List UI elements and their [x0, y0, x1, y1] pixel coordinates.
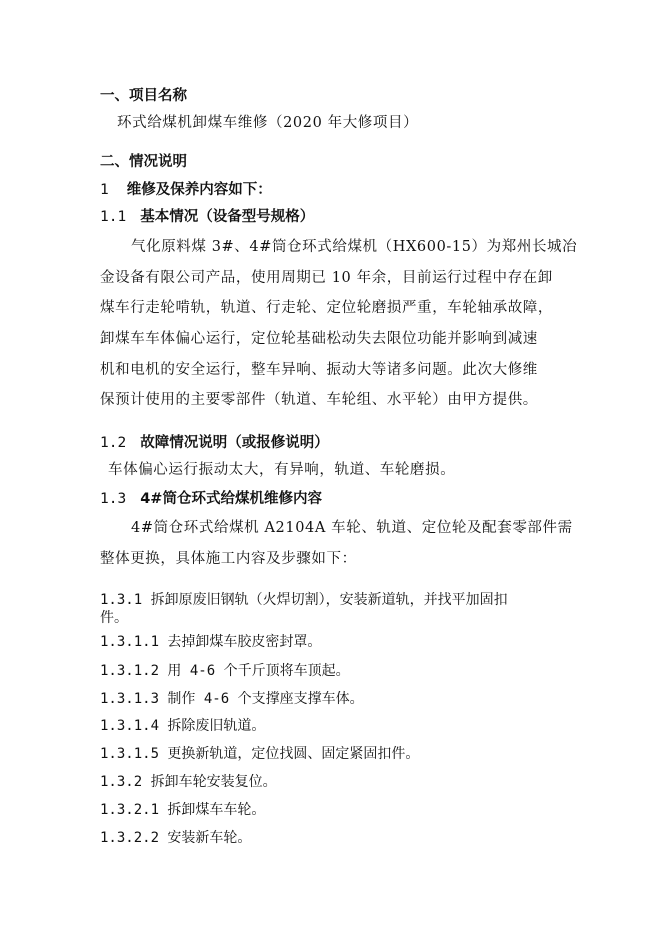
basic-paragraph-line: 机和电机的安全运行，整车异响、振动大等诸多问题。此次大修维: [100, 362, 538, 378]
basic-paragraph-line: 保预计使用的主要零部件（轨道、车轮组、水平轮）由甲方提供。: [100, 392, 538, 408]
item-1-2-number: 1.2: [100, 435, 127, 451]
step-1-3-1-1: 1.3.1.1 去掉卸煤车胶皮密封罩。: [100, 634, 322, 650]
step-1-3-2-1: 1.3.2.1 拆卸煤车车轮。: [100, 802, 266, 818]
basic-paragraph-line: 卸煤车车体偏心运行，定位轮基础松动失去限位功能并影响到减速: [100, 331, 538, 347]
item-1-3-text: 4#筒仓环式给煤机维修内容: [140, 491, 322, 507]
basic-paragraph-line: 煤车行走轮啃轨，轨道、行走轮、定位轮磨损严重，车轮轴承故障，: [100, 300, 553, 316]
project-name: 环式给煤机卸煤车维修（2020 年大修项目）: [117, 115, 419, 131]
item-1-number: 1: [100, 182, 109, 198]
basic-paragraph-line: 气化原料煤 3#、4#筒仓环式给煤机（HX600-15）为郑州长城冶: [131, 239, 578, 255]
item-1-heading: [100, 180, 272, 200]
item-1-1-number: 1.1: [100, 209, 127, 225]
step-1-3-1-5: 1.3.1.5 更换新轨道，定位找圆、固定紧固扣件。: [100, 746, 420, 762]
fault-description: 车体偏心运行振动太大，有异响，轨道、车轮磨损。: [108, 462, 456, 478]
step-1-3-1-3: 1.3.1.3 制作 4-6 个支撑座支撑车体。: [100, 691, 364, 707]
section-2-title: 二、情况说明: [100, 154, 187, 170]
item-1-3-number: 1.3: [100, 491, 127, 507]
content-paragraph-line: 4#筒仓环式给煤机 A2104A 车轮、轨道、定位轮及配套零部件需: [131, 520, 573, 536]
step-1-3-1-2: 1.3.1.2 用 4-6 个千斤顶将车顶起。: [100, 663, 350, 679]
step-1-3-1-continuation: 件。: [100, 610, 128, 626]
item-1-3-heading: [100, 489, 322, 509]
content-paragraph-line: 整体更换，具体施工内容及步骤如下：: [100, 551, 357, 567]
basic-paragraph-line: 金设备有限公司产品，使用周期已 10 年余，目前运行过程中存在卸: [100, 270, 553, 286]
step-1-3-1: 1.3.1 拆卸原废旧钢轨（火焊切割），安装新道轨，并找平加固扣: [100, 592, 508, 608]
item-1-2-heading: [100, 433, 329, 453]
item-1-1-text: 基本情况（设备型号规格）: [140, 209, 315, 225]
step-1-3-2-2: 1.3.2.2 安装新车轮。: [100, 830, 252, 846]
section-1-title: 一、项目名称: [100, 88, 187, 104]
step-1-3-2: 1.3.2 拆卸车轮安装复位。: [100, 774, 277, 790]
item-1-text: 维修及保养内容如下：: [126, 182, 272, 198]
item-1-2-text: 故障情况说明（或报修说明）: [140, 435, 329, 451]
item-1-1-heading: [100, 207, 314, 227]
step-1-3-1-4: 1.3.1.4 拆除废旧轨道。: [100, 718, 266, 734]
